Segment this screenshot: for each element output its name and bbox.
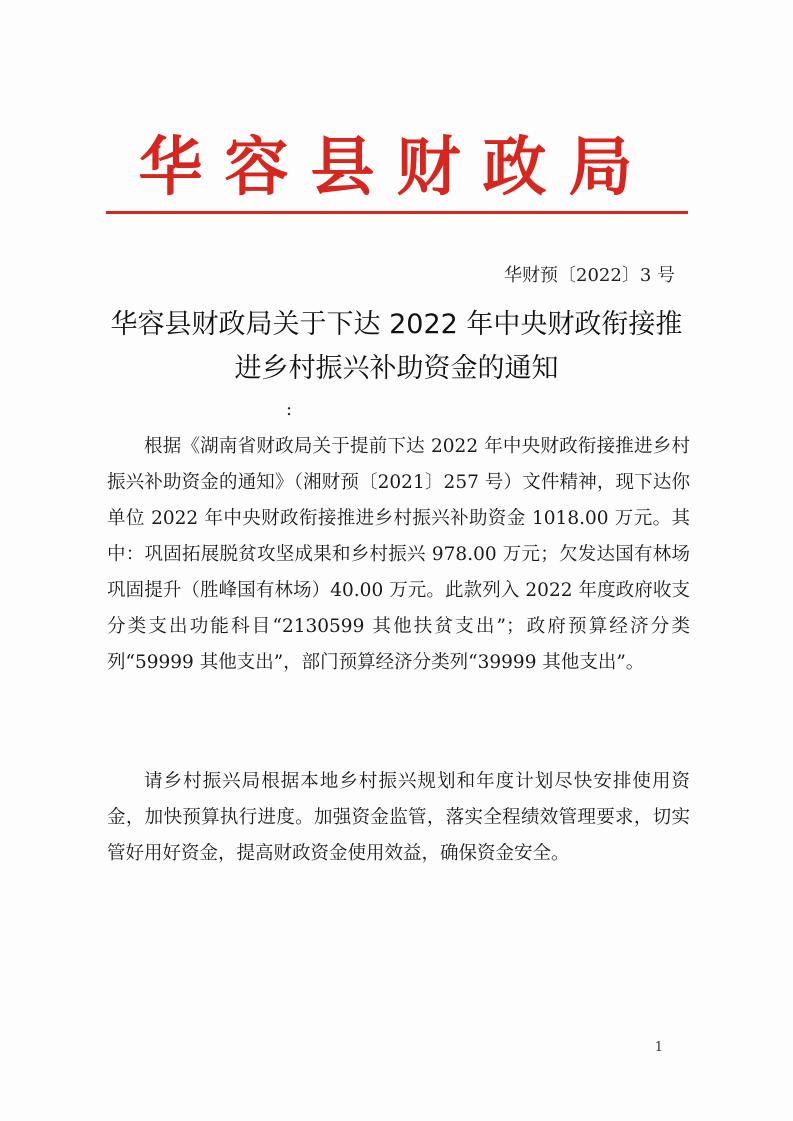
body-paragraph-1: 根据《湖南省财政局关于提前下达 2022 年中央财政衔接推进乡村振兴补助资金的通知》（湘财预〔2021〕257 号）文件精神，现下达你单位 2022 年中央财政衔接推进乡村振兴补助资金 1018.00 万元。其中：巩固拓展脱贫攻坚成果和乡村振兴 978.00 万元；欠发达国有林场巩固提升（胜峰国有林场）40.00 万元。此款列入 2022 年度政府收支分类支出功能科目“2130599 其他扶贫支出”；政府预算经济分类列“59999 其他支出”，部门预算经济分类列“39999 其他支出”。: [107, 436, 690, 673]
masthead-title: 华容县财政局: [138, 130, 655, 205]
red-divider-line: [106, 211, 688, 214]
recipient-line: :: [286, 399, 293, 420]
document-number: 华财预〔2022〕3 号: [504, 265, 675, 286]
document-title: 华容县财政局关于下达 2022 年中央财政衔接推进乡村振兴补助资金的通知: [110, 309, 683, 384]
page-number: 1: [654, 1040, 663, 1055]
body-paragraph-2: 请乡村振兴局根据本地乡村振兴规划和年度计划尽快安排使用资金，加快预算执行进度。加强资金监管，落实全程绩效管理要求，切实管好用好资金，提高财政资金使用效益，确保资金安全。: [107, 771, 690, 864]
